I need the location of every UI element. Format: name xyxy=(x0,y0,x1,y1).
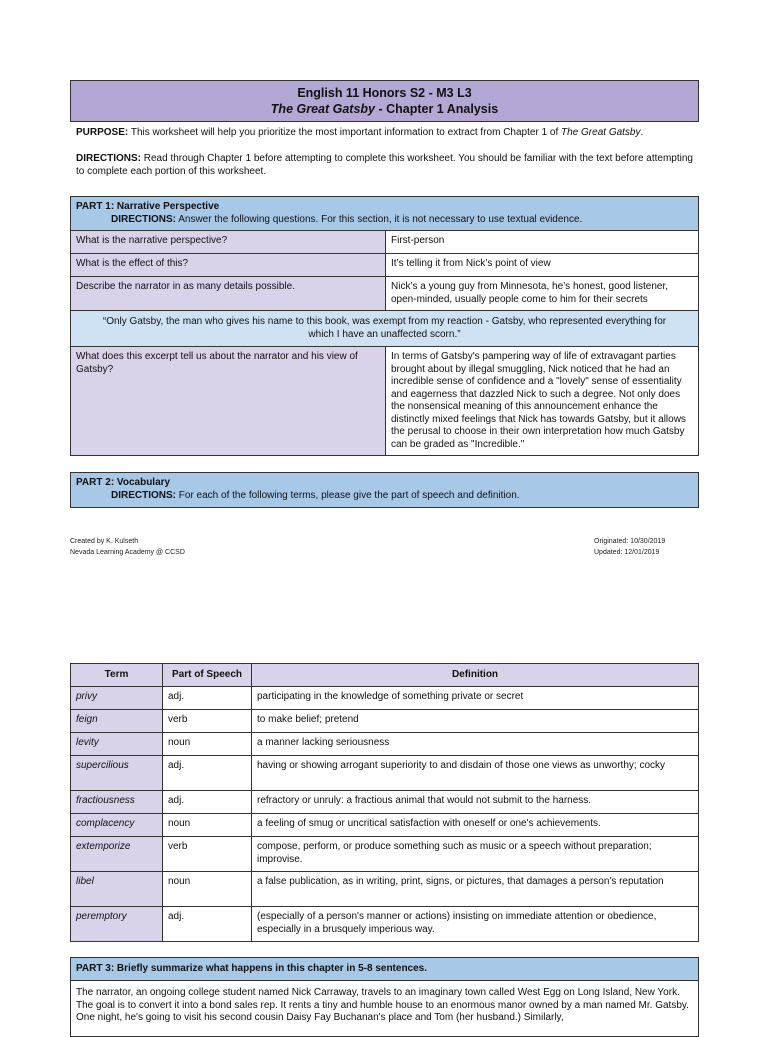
footer-created: Created by K. Kulseth xyxy=(70,538,139,545)
vocab-pos[interactable]: noun xyxy=(163,872,252,907)
worksheet-title: English 11 Honors S2 - M3 L3 xyxy=(297,86,472,100)
part1-table xyxy=(70,196,699,456)
vocab-definition[interactable]: a manner lacking seriousness xyxy=(252,733,699,756)
answer-cell[interactable]: It’s telling it from Nick’s point of view xyxy=(386,254,699,277)
answer-cell[interactable]: First-person xyxy=(386,231,699,254)
question-cell: Describe the narrator in as many details possible. xyxy=(71,277,386,311)
vocab-definition[interactable]: to make belief; pretend xyxy=(252,710,699,733)
part1-header xyxy=(71,197,699,231)
part3-box xyxy=(70,957,699,1037)
vocab-row xyxy=(71,710,699,733)
answer-cell[interactable]: In terms of Gatsby's pampering way of life of extravagant parties brought about by illegal smuggling, Nick noticed that he had an incredible sense of confidence and a "lovely" sense of essentiality and eagerness that dazzled Nick to such a degree. Not only does the nonsensical meaning of this announcement enhance the distinctly mixed feelings that Nick has towards Gatsby, but it allows the perusal to choose in their own interpretation how much Gatsby can be graded as "Incredible." xyxy=(386,347,699,456)
vocab-term: peremptory xyxy=(71,907,163,942)
vocab-row xyxy=(71,791,699,814)
vocab-row xyxy=(71,872,699,907)
vocab-definition[interactable]: (especially of a person's manner or actions) insisting on immediate attention or obedience, especially in a brusquely imperious way. xyxy=(252,907,699,942)
vocab-row xyxy=(71,907,699,942)
footer-org: Nevada Learning Academy @ CCSD xyxy=(70,549,185,556)
vocab-term: levity xyxy=(71,733,163,756)
vocab-definition[interactable]: refractory or unruly: a fractious animal that would not submit to the harness. xyxy=(252,791,699,814)
vocab-row xyxy=(71,756,699,791)
question-cell: What does this excerpt tell us about the narrator and his view of Gatsby? xyxy=(71,347,386,456)
part1-directions: DIRECTIONS: Answer the following questions. For this section, it is not necessary to use textual evidence. xyxy=(111,213,583,225)
vocab-pos[interactable]: noun xyxy=(163,814,252,837)
vocab-pos[interactable]: adj. xyxy=(163,791,252,814)
part1-heading: PART 1: Narrative Perspective xyxy=(76,201,220,212)
vocab-row xyxy=(71,814,699,837)
vocab-pos[interactable]: adj. xyxy=(163,687,252,710)
vocab-row xyxy=(71,733,699,756)
footer-right xyxy=(594,536,665,558)
vocab-pos[interactable]: adj. xyxy=(163,907,252,942)
question-cell: What is the narrative perspective? xyxy=(71,231,386,254)
vocab-definition[interactable]: a feeling of smug or uncritical satisfaction with oneself or one's achievements. xyxy=(252,814,699,837)
question-cell: What is the effect of this? xyxy=(71,254,386,277)
purpose-label: PURPOSE: xyxy=(76,127,129,138)
vocab-term: privy xyxy=(71,687,163,710)
vocab-pos[interactable]: adj. xyxy=(163,756,252,791)
part2-header xyxy=(70,472,699,508)
vocab-definition[interactable]: having or showing arrogant superiority to and disdain of those one views as unworthy; cocky xyxy=(252,756,699,791)
purpose-paragraph: PURPOSE: This worksheet will help you prioritize the most important information to extract from Chapter 1 of The Great Gatsby. xyxy=(76,127,644,138)
vocab-definition[interactable]: compose, perform, or produce something such as music or a speech without preparation; improvise. xyxy=(252,837,699,872)
worksheet-title-box xyxy=(70,80,699,122)
worksheet-subtitle: The Great Gatsby - Chapter 1 Analysis xyxy=(270,102,499,116)
part3-summary[interactable]: The narrator, an ongoing college student named Nick Carraway, travels to an imaginary town called West Egg on Long Island, New York. The goal is to convert it into a bond sales rep. It rents a tiny and humble house to an enormous manor owned by a man named Mr. Gatsby. One night, he's going to visit his second cousin Daisy Fay Buchanan's place and Tom (her husband.) Similarly, xyxy=(76,987,689,1023)
answer-cell[interactable]: Nick’s a young guy from Minnesota, he’s honest, good listener, open-minded, usually people come to him for their secrets xyxy=(386,277,699,311)
vocab-term: complacency xyxy=(71,814,163,837)
part2-heading: PART 2: Vocabulary xyxy=(76,477,171,488)
part2-directions: DIRECTIONS: For each of the following terms, please give the part of speech and definition. xyxy=(111,489,520,501)
vocab-table xyxy=(70,663,699,942)
vocab-term: fractiousness xyxy=(71,791,163,814)
vocab-pos[interactable]: verb xyxy=(163,710,252,733)
excerpt-quote: “Only Gatsby, the man who gives his name to this book, was exempt from my reaction - Gatsby, who represented everything for which I have an unaffected scorn.” xyxy=(71,311,699,347)
vocab-definition[interactable]: participating in the knowledge of something private or secret xyxy=(252,687,699,710)
vocab-header-term: Term xyxy=(71,664,163,687)
footer-originated: Originated: 10/30/2019 xyxy=(594,538,666,545)
vocab-term: libel xyxy=(71,872,163,907)
footer-left xyxy=(70,536,185,558)
vocab-term: supercilious xyxy=(71,756,163,791)
vocab-pos[interactable]: verb xyxy=(163,837,252,872)
book-title: The Great Gatsby xyxy=(270,102,375,116)
footer-updated: Updated: 12/01/2019 xyxy=(594,549,660,556)
vocab-definition[interactable]: a false publication, as in writing, print, signs, or pictures, that damages a person's reputation xyxy=(252,872,699,907)
vocab-term: feign xyxy=(71,710,163,733)
vocab-pos[interactable]: noun xyxy=(163,733,252,756)
part3-heading: PART 3: Briefly summarize what happens in this chapter in 5-8 sentences. xyxy=(71,958,698,981)
directions-paragraph: DIRECTIONS: Read through Chapter 1 before attempting to complete this worksheet. You should be familiar with the text before attempting to complete each portion of this worksheet. xyxy=(76,153,693,177)
vocab-row xyxy=(71,837,699,872)
vocab-header-pos: Part of Speech xyxy=(163,664,252,687)
directions-label: DIRECTIONS: xyxy=(76,153,141,164)
vocab-header-definition: Definition xyxy=(252,664,699,687)
vocab-term: extemporize xyxy=(71,837,163,872)
vocab-row xyxy=(71,687,699,710)
